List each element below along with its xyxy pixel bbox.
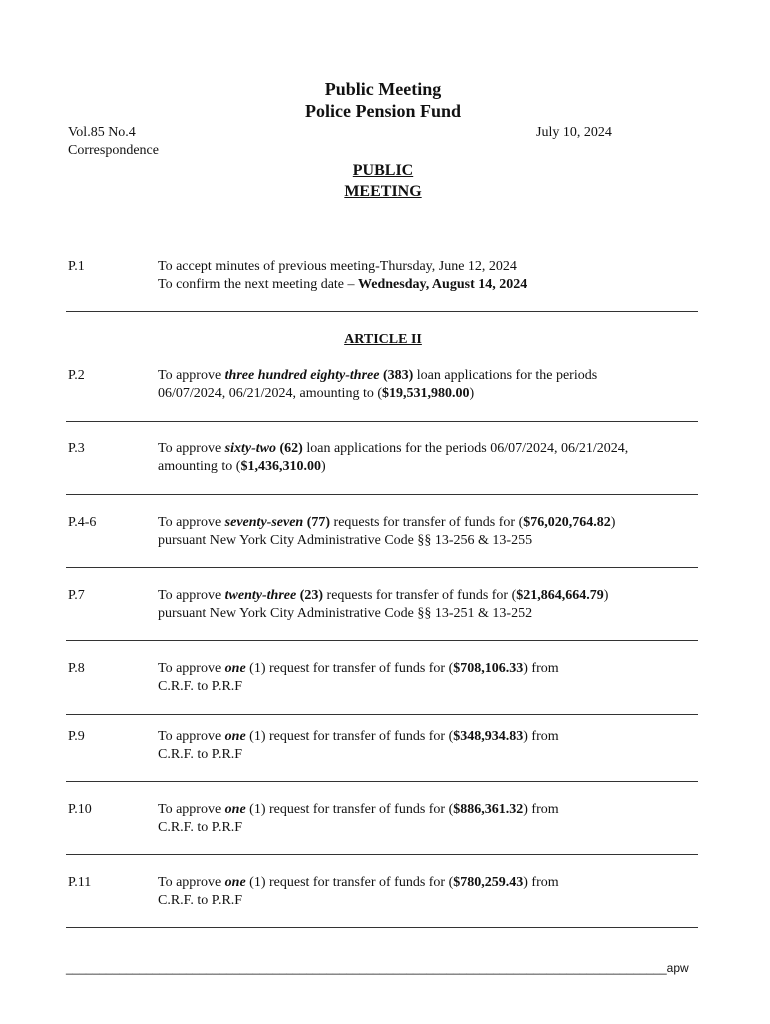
item-text-part: ) (320, 459, 326, 474)
item-text-part: (1) request for transfer of funds for ( (245, 661, 454, 676)
item-text-part: To approve (158, 588, 225, 603)
item-text-part: (1) request for transfer of funds for ( (245, 802, 454, 817)
item-line (158, 385, 703, 403)
item-line: C.R.F. to P.R.F (158, 747, 243, 762)
divider (66, 567, 698, 568)
item-number: P.9 (68, 729, 85, 744)
count-words: one (224, 729, 246, 744)
item-text-part: requests for transfer of funds for ( (330, 515, 524, 530)
item-line (158, 276, 703, 294)
item-text-part: ) from (523, 802, 559, 817)
amount: $19,531,980.00 (382, 386, 470, 401)
item-number: P.1 (68, 259, 85, 274)
item-text (158, 660, 703, 696)
article-heading: ARTICLE II (344, 332, 422, 347)
count-number: (23) (299, 588, 324, 603)
item-text-part: To approve (158, 441, 225, 456)
count-words: one (224, 875, 246, 890)
item-text (158, 874, 703, 910)
item-text-part: ) (469, 386, 475, 401)
item-number: P.3 (68, 441, 85, 456)
count-words: sixty-two (224, 441, 277, 456)
divider (66, 640, 698, 641)
divider (66, 854, 698, 855)
item-text-part: requests for transfer of funds for ( (323, 588, 517, 603)
amount: $708,106.33 (453, 661, 524, 676)
item-line: pursuant New York City Administrative Code §§ 13-256 & 13-255 (158, 533, 533, 548)
meeting-heading-line1: PUBLIC (352, 162, 414, 179)
item-number: P.10 (68, 802, 92, 817)
item-line: To accept minutes of previous meeting-Thursday, June 12, 2024 (158, 259, 517, 274)
item-text-part: To approve (158, 729, 225, 744)
item-line (158, 587, 703, 605)
item-line: pursuant New York City Administrative Code §§ 13-251 & 13-252 (158, 606, 533, 621)
item-line (158, 801, 703, 819)
count-words: seventy-seven (224, 515, 304, 530)
item-text-part: 06/07/2024, 06/21/2024, amounting to ( (158, 386, 382, 401)
item-text-part: (1) request for transfer of funds for ( (245, 729, 454, 744)
item-text-part: ) (610, 515, 616, 530)
amount: $21,864,664.79 (516, 588, 604, 603)
next-meeting-date: Wednesday, August 14, 2024 (358, 277, 528, 292)
item-text-part: To approve (158, 802, 225, 817)
document-date: July 10, 2024 (536, 125, 612, 140)
divider (66, 927, 698, 928)
count-number: (62) (279, 441, 303, 456)
item-text-part: loan applications for the periods (413, 368, 598, 383)
item-text (158, 728, 703, 764)
item-text-part: loan applications for the periods 06/07/2024, 06/21/2024, (302, 441, 629, 456)
item-text (158, 801, 703, 837)
count-words: three hundred eighty-three (224, 368, 380, 383)
count-number: (383) (382, 368, 414, 383)
item-line: C.R.F. to P.R.F (158, 820, 243, 835)
item-text-part: amounting to ( (158, 459, 241, 474)
divider (66, 494, 698, 495)
divider (66, 714, 698, 715)
item-text-part: ) from (523, 729, 559, 744)
item-text-part: To approve (158, 875, 225, 890)
item-number: P.7 (68, 588, 85, 603)
item-text-part: To approve (158, 661, 225, 676)
count-words: one (224, 802, 246, 817)
item-text (158, 258, 703, 294)
document-title: Public Meeting (324, 79, 442, 99)
amount: $780,259.43 (453, 875, 524, 890)
signature-line: __________________________________________________________________________________________apw (66, 961, 689, 975)
item-line (158, 728, 703, 746)
item-number: P.4-6 (68, 515, 97, 530)
item-line (158, 440, 703, 458)
divider (66, 311, 698, 312)
item-line (158, 367, 703, 385)
item-text-part: To approve (158, 368, 225, 383)
count-words: twenty-three (224, 588, 297, 603)
item-line (158, 458, 703, 476)
item-text (158, 587, 703, 623)
item-line (158, 874, 703, 892)
section-label: Correspondence (68, 143, 159, 158)
item-number: P.11 (68, 875, 92, 890)
amount: $348,934.83 (453, 729, 524, 744)
item-text-part: ) from (523, 661, 559, 676)
item-line (158, 660, 703, 678)
meeting-heading-line2: MEETING (344, 183, 422, 200)
amount: $886,361.32 (453, 802, 524, 817)
item-text (158, 514, 703, 550)
item-text-part: (1) request for transfer of funds for ( (245, 875, 454, 890)
document-subtitle: Police Pension Fund (304, 101, 461, 121)
item-line: C.R.F. to P.R.F (158, 679, 243, 694)
item-text (158, 440, 703, 476)
amount: $76,020,764.82 (523, 515, 611, 530)
item-text-part: To confirm the next meeting date – (158, 277, 359, 292)
item-text-part: ) from (523, 875, 559, 890)
volume-number: Vol.85 No.4 (68, 125, 136, 140)
item-text-part: ) (603, 588, 609, 603)
item-text (158, 367, 703, 403)
amount: $1,436,310.00 (240, 459, 321, 474)
item-line (158, 514, 703, 532)
divider (66, 781, 698, 782)
count-number: (77) (306, 515, 331, 530)
item-number: P.2 (68, 368, 85, 383)
item-text-part: To approve (158, 515, 225, 530)
count-words: one (224, 661, 246, 676)
item-number: P.8 (68, 661, 85, 676)
item-line: C.R.F. to P.R.F (158, 893, 243, 908)
divider (66, 421, 698, 422)
